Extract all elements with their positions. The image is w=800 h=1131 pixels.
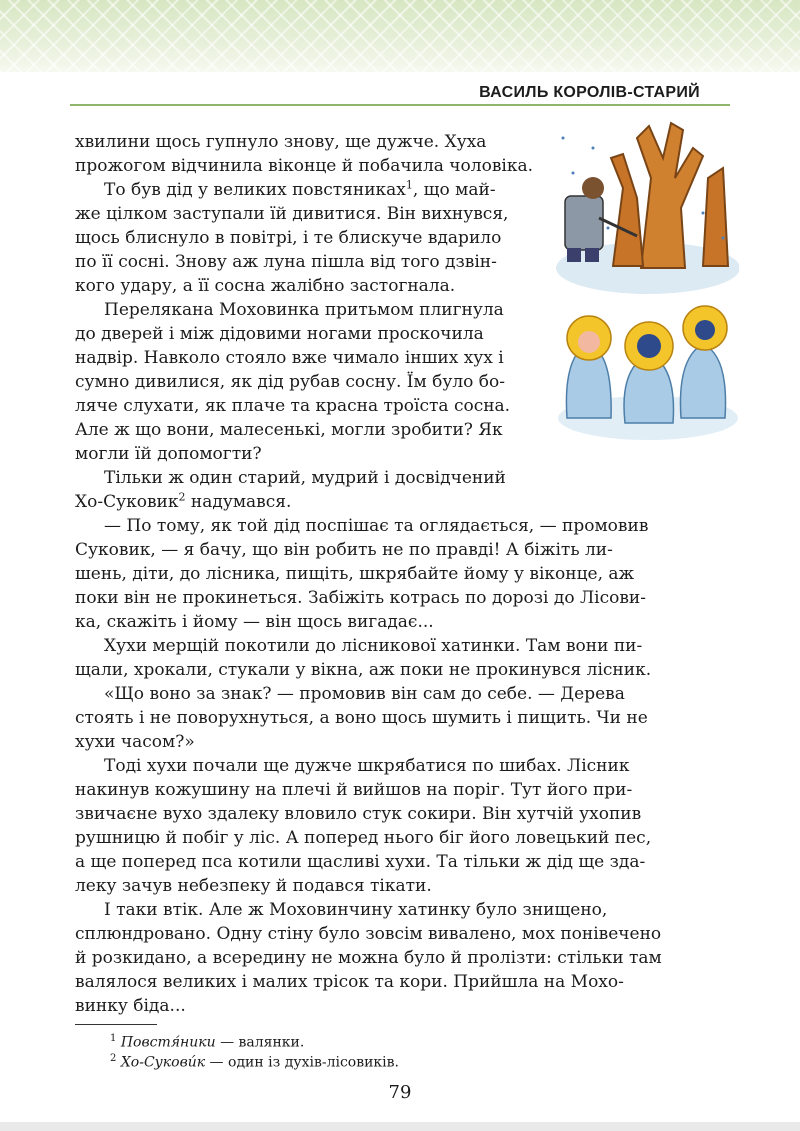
- text-line: винку біда...: [75, 996, 186, 1016]
- ornament-pattern: [0, 0, 800, 72]
- text-line: Хухи мерщій покотили до лісникової хатинки. Там вони пи-: [104, 636, 643, 656]
- text-line: рушницю й побіг у ліс. А поперед нього біг його ловецький пес,: [75, 828, 652, 848]
- text-line: хвилини щось гупнуло знову, ще дужче. Хуха: [75, 132, 487, 152]
- footnote-text: — один із духів-лісовиків.: [205, 1054, 399, 1071]
- footnote-ref: 1: [405, 178, 413, 192]
- decorative-header-band: [0, 0, 800, 72]
- story-illustration: [553, 118, 739, 448]
- text-line: могли їй допомогти?: [75, 444, 262, 464]
- text-line: [104, 178, 496, 202]
- text-fragment: , що май-: [412, 180, 496, 200]
- footnote-divider: [75, 1024, 157, 1025]
- footnote: [110, 1030, 304, 1052]
- text-line: прожогом відчинила віконце й побачила чоловіка.: [75, 156, 533, 176]
- footnote-ref: 2: [178, 490, 186, 504]
- running-title: ВАСИЛЬ КОРОЛІВ-СТАРИЙ: [479, 84, 700, 101]
- text-line: надвір. Навколо стояло вже чимало інших хух і: [75, 348, 504, 368]
- text-line: хухи часом?»: [75, 732, 195, 752]
- page-bottom-edge: [0, 1122, 800, 1131]
- text-line: ка, скажіть і йому — він щось вигадає...: [75, 612, 434, 632]
- footnote-text: — валянки.: [215, 1034, 305, 1051]
- footnote-term: Повстя́ники: [120, 1034, 216, 1051]
- text-line: «Що воно за знак? — промовив він сам до себе. — Дерева: [104, 684, 625, 704]
- text-line: [75, 490, 291, 514]
- text-line: щось блиснуло в повітрі, і те блискуче вдарило: [75, 228, 502, 248]
- text-line: кого удару, а її сосна жалібно застогнала.: [75, 276, 456, 296]
- text-line: же цілком заступали їй дивитися. Він вихнувся,: [75, 204, 509, 224]
- text-line: до дверей і між дідовими ногами проскочила: [75, 324, 484, 344]
- text-line: по її сосні. Знову аж луна пішла від того дзвін-: [75, 252, 497, 272]
- text-line: щали, хрокали, стукали у вікна, аж поки не прокинувся лісник.: [75, 660, 652, 680]
- text-fragment: Хо-Суковик: [75, 492, 179, 512]
- text-line: І таки втік. Але ж Моховинчину хатинку було знищено,: [104, 900, 608, 920]
- text-line: стоять і не поворухнуться, а воно щось шумить і пищить. Чи не: [75, 708, 648, 728]
- footnote: [110, 1050, 399, 1072]
- text-line: Суковик, — я бачу, що він робить не по правді! А біжіть ли-: [75, 540, 613, 560]
- text-fragment: надумався.: [185, 492, 292, 512]
- text-line: ляче слухати, як плаче та красна троїста сосна.: [75, 396, 511, 416]
- text-line: — По тому, як той дід поспішає та оглядається, — промовив: [104, 516, 649, 536]
- text-line: а ще поперед пса котили щасливі хухи. Та тільки ж дід ще зда-: [75, 852, 646, 872]
- text-line: шень, діти, до лісника, пищіть, шкрябайте йому у віконце, аж: [75, 564, 635, 584]
- text-line: й розкидано, а всередину не можна було й пролізти: стільки там: [75, 948, 662, 968]
- text-line: валялося великих і малих трісок та кори. Прийшла на Мохо-: [75, 972, 624, 992]
- text-line: поки він не прокинеться. Забіжіть котрась по дорозі до Лісови-: [75, 588, 647, 608]
- text-line: сумно дивилися, як дід рубав сосну. Їм було бо-: [75, 372, 506, 392]
- text-line: Тільки ж один старий, мудрий і досвідчений: [104, 468, 506, 488]
- page-number: 79: [388, 1082, 412, 1103]
- text-line: сплюндровано. Одну стіну було зовсім вивалено, мох понівечено: [75, 924, 662, 944]
- text-line: Але ж що вони, малесенькі, могли зробити? Як: [75, 420, 503, 440]
- text-line: леку зачув небезпеку й подався тікати.: [75, 876, 432, 896]
- footnote-mark: 1: [110, 1033, 117, 1044]
- text-line: звичаєне вухо здалеку вловило стук сокири. Він хутчій ухопив: [75, 804, 642, 824]
- footnote-mark: 2: [110, 1053, 117, 1064]
- text-line: Тоді хухи почали ще дужче шкрябатися по шибах. Лісник: [104, 756, 630, 776]
- text-fragment: То був дід у великих повстяниках: [104, 180, 406, 200]
- header-divider: [70, 104, 730, 106]
- text-line: Перелякана Моховинка притьмом плигнула: [104, 300, 504, 320]
- text-line: накинув кожушину на плечі й вийшов на поріг. Тут його при-: [75, 780, 633, 800]
- footnote-term: Хо-Суковúк: [120, 1054, 206, 1071]
